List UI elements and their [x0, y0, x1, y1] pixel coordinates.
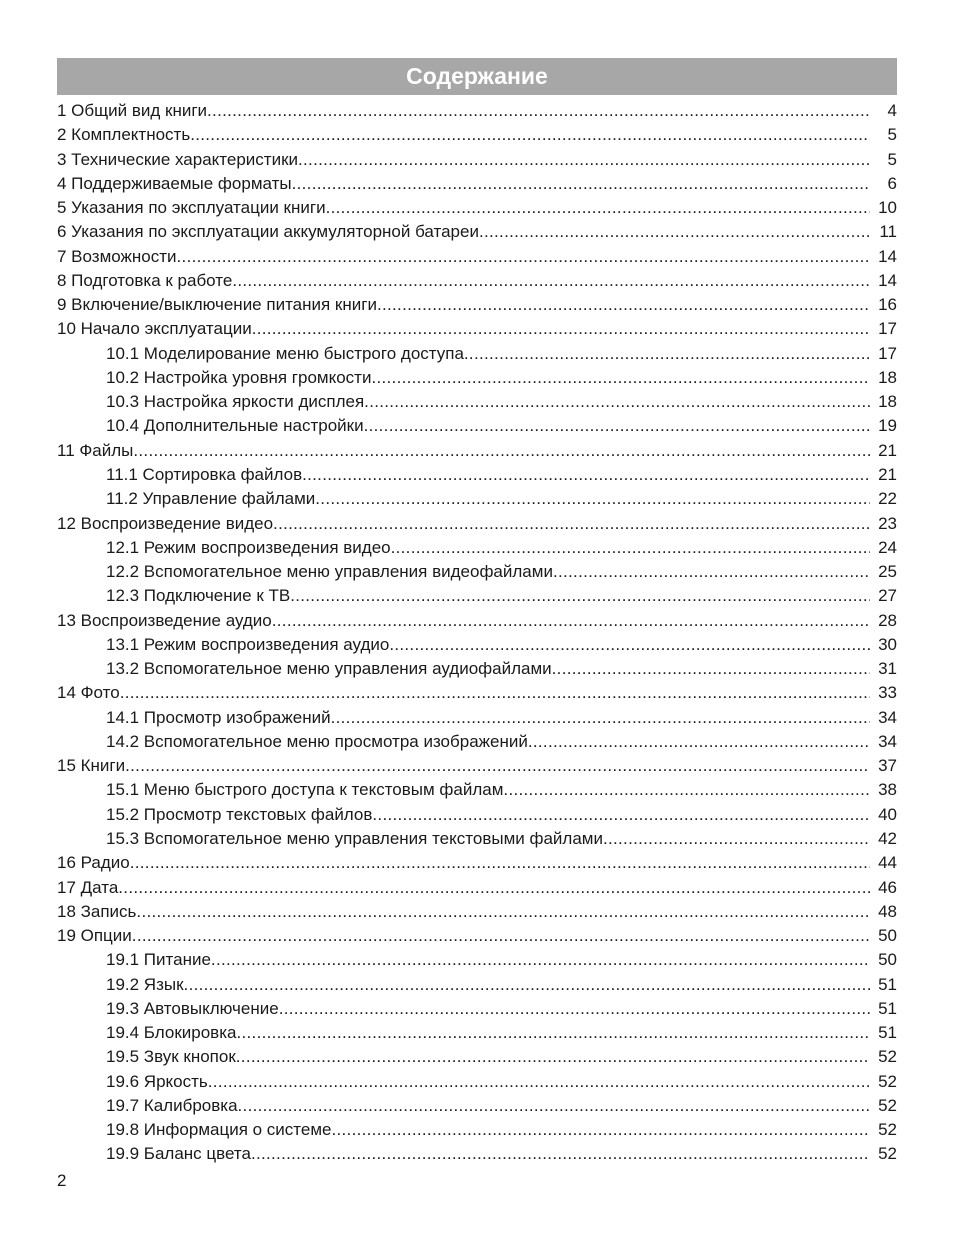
toc-entry[interactable] [57, 293, 897, 317]
toc-entry-title: 19.2 Язык ..... [106, 973, 184, 997]
toc-entry-page: 42 [870, 827, 897, 851]
toc-entry-page: 18 [870, 366, 897, 390]
toc-entry-page: 37 [870, 754, 897, 778]
toc-entry[interactable] [57, 560, 897, 584]
toc-entry-title: 12.3 Подключение к ТВ ..... [106, 584, 290, 608]
toc-entry-page: 4 [870, 99, 897, 123]
toc-entry[interactable] [57, 633, 897, 657]
toc-entry-title: 19.5 Звук кнопок ..... [106, 1045, 236, 1069]
toc-entry-page: 18 [870, 390, 897, 414]
toc-entry-title: 13.1 Режим воспроизведения аудио ..... [106, 633, 389, 657]
toc-entry-page: 11 [870, 220, 897, 244]
toc-entry-title: 15.3 Вспомогательное меню управления текстовыми файлами ..... [106, 827, 603, 851]
toc-entry[interactable] [57, 512, 897, 536]
toc-entry-page: 52 [870, 1142, 897, 1166]
toc-entry[interactable] [57, 876, 897, 900]
toc-entry[interactable] [57, 463, 897, 487]
toc-entry-title: 14.2 Вспомогательное меню просмотра изображений ..... [106, 730, 528, 754]
toc-entry-title: 6 Указания по эксплуатации аккумуляторной батареи ..... [57, 220, 479, 244]
toc-entry-page: 51 [870, 997, 897, 1021]
toc-entry[interactable] [57, 851, 897, 875]
toc-entry[interactable] [57, 1070, 897, 1094]
toc-entry-page: 21 [870, 463, 897, 487]
toc-entry-title: 19.4 Блокировка ..... [106, 1021, 236, 1045]
toc-entry-title: 13.2 Вспомогательное меню управления аудиофайлами ..... [106, 657, 552, 681]
toc-entry-page: 50 [870, 924, 897, 948]
toc-entry[interactable] [57, 657, 897, 681]
toc-entry-title: 16 Радио ..... [57, 851, 130, 875]
toc-entry[interactable] [57, 948, 897, 972]
toc-entry-title: 13 Воспроизведение аудио ..... [57, 609, 272, 633]
toc-entry-page: 22 [870, 487, 897, 511]
toc-entry-title: 10 Начало эксплуатации ..... [57, 317, 252, 341]
toc-entry-page: 5 [870, 123, 897, 147]
toc-entry-title: 11.1 Сортировка файлов ..... [106, 463, 302, 487]
toc-entry-title: 4 Поддерживаемые форматы ..... [57, 172, 292, 196]
toc-entry-title: 5 Указания по эксплуатации книги ..... [57, 196, 326, 220]
toc-entry-title: 14 Фото ..... [57, 681, 120, 705]
toc-entry[interactable] [57, 1142, 897, 1166]
toc-entry[interactable] [57, 997, 897, 1021]
toc-entry-page: 14 [870, 245, 897, 269]
toc-entry[interactable] [57, 414, 897, 438]
toc-entry-page: 34 [870, 706, 897, 730]
page-number: 2 [57, 1171, 67, 1190]
toc-entry[interactable] [57, 99, 897, 123]
toc-entry-page: 28 [870, 609, 897, 633]
toc-entry-page: 14 [870, 269, 897, 293]
toc-entry-title: 2 Комплектность ..... [57, 123, 190, 147]
toc-entry-page: 38 [870, 778, 897, 802]
toc-entry[interactable] [57, 148, 897, 172]
toc-entry-page: 17 [870, 317, 897, 341]
toc-entry-title: 17 Дата ..... [57, 876, 118, 900]
toc-entry[interactable] [57, 269, 897, 293]
toc-entry[interactable] [57, 536, 897, 560]
toc-entry-page: 34 [870, 730, 897, 754]
toc-entry[interactable] [57, 584, 897, 608]
toc-entry-title: 19.9 Баланс цвета ..... [106, 1142, 251, 1166]
toc-entry-page: 31 [870, 657, 897, 681]
toc-entry[interactable] [57, 366, 897, 390]
toc-entry-title: 19.7 Калибровка ..... [106, 1094, 238, 1118]
toc-entry-page: 23 [870, 512, 897, 536]
toc-entry-title: 19.6 Яркость ..... [106, 1070, 208, 1094]
toc-entry-page: 52 [870, 1045, 897, 1069]
toc-entry-page: 52 [870, 1070, 897, 1094]
toc-entry-page: 52 [870, 1118, 897, 1142]
table-of-contents [57, 99, 897, 1167]
toc-entry-page: 19 [870, 414, 897, 438]
toc-header [57, 58, 897, 95]
toc-entry[interactable] [57, 390, 897, 414]
toc-entry[interactable] [57, 439, 897, 463]
page-title: Содержание [406, 63, 548, 89]
toc-entry[interactable] [57, 245, 897, 269]
toc-entry-page: 46 [870, 876, 897, 900]
toc-entry-page: 21 [870, 439, 897, 463]
toc-entry[interactable] [57, 924, 897, 948]
toc-entry[interactable] [57, 1045, 897, 1069]
toc-entry-page: 52 [870, 1094, 897, 1118]
toc-entry-title: 11.2 Управление файлами ..... [106, 487, 315, 511]
toc-entry-page: 30 [870, 633, 897, 657]
toc-entry-title: 15.1 Меню быстрого доступа к текстовым файлам ..... [106, 778, 503, 802]
toc-entry-title: 19.8 Информация о системе ..... [106, 1118, 331, 1142]
toc-entry-page: 24 [870, 536, 897, 560]
toc-entry[interactable] [57, 220, 897, 244]
toc-entry-title: 10.3 Настройка яркости дисплея ..... [106, 390, 364, 414]
toc-entry-title: 10.4 Дополнительные настройки ..... [106, 414, 364, 438]
toc-entry[interactable] [57, 172, 897, 196]
toc-entry-page: 51 [870, 973, 897, 997]
toc-entry-page: 51 [870, 1021, 897, 1045]
toc-entry-title: 9 Включение/выключение питания книги ..... [57, 293, 377, 317]
toc-entry-title: 15 Книги ..... [57, 754, 125, 778]
toc-entry[interactable] [57, 1021, 897, 1045]
toc-entry-title: 7 Возможности ..... [57, 245, 177, 269]
toc-entry-page: 27 [870, 584, 897, 608]
toc-entry[interactable] [57, 1118, 897, 1142]
toc-entry[interactable] [57, 317, 897, 341]
toc-entry[interactable] [57, 754, 897, 778]
toc-entry[interactable] [57, 900, 897, 924]
toc-entry-title: 18 Запись ..... [57, 900, 136, 924]
toc-entry[interactable] [57, 342, 897, 366]
toc-entry[interactable] [57, 730, 897, 754]
toc-entry-page: 44 [870, 851, 897, 875]
toc-entry-title: 3 Технические характеристики ..... [57, 148, 298, 172]
toc-entry-title: 15.2 Просмотр текстовых файлов ..... [106, 803, 372, 827]
toc-entry-title: 19 Опции ..... [57, 924, 132, 948]
toc-entry[interactable] [57, 609, 897, 633]
toc-entry[interactable] [57, 706, 897, 730]
toc-entry-title: 14.1 Просмотр изображений ..... [106, 706, 331, 730]
toc-entry-page: 33 [870, 681, 897, 705]
toc-entry-title: 12.2 Вспомогательное меню управления видеофайлами ..... [106, 560, 553, 584]
toc-entry[interactable] [57, 778, 897, 802]
toc-entry-title: 11 Файлы ..... [57, 439, 133, 463]
toc-entry-page: 5 [870, 148, 897, 172]
toc-entry-page: 48 [870, 900, 897, 924]
toc-entry-title: 10.1 Моделирование меню быстрого доступа ..... [106, 342, 464, 366]
toc-entry-title: 10.2 Настройка уровня громкости ..... [106, 366, 371, 390]
toc-entry-title: 12 Воспроизведение видео ..... [57, 512, 273, 536]
toc-entry-page: 40 [870, 803, 897, 827]
toc-entry[interactable] [57, 803, 897, 827]
toc-entry-title: 19.1 Питание ..... [106, 948, 211, 972]
toc-entry[interactable] [57, 973, 897, 997]
toc-entry[interactable] [57, 196, 897, 220]
toc-entry-title: 19.3 Автовыключение ..... [106, 997, 279, 1021]
toc-entry[interactable] [57, 1094, 897, 1118]
toc-entry[interactable] [57, 123, 897, 147]
toc-entry-page: 17 [870, 342, 897, 366]
toc-entry[interactable] [57, 487, 897, 511]
toc-entry-title: 1 Общий вид книги ..... [57, 99, 207, 123]
toc-entry-title: 12.1 Режим воспроизведения видео ..... [106, 536, 391, 560]
toc-entry-page: 16 [870, 293, 897, 317]
toc-entry-page: 6 [870, 172, 897, 196]
toc-entry-page: 50 [870, 948, 897, 972]
toc-entry-title: 8 Подготовка к работе ..... [57, 269, 232, 293]
toc-entry-page: 25 [870, 560, 897, 584]
toc-entry[interactable] [57, 681, 897, 705]
toc-entry[interactable] [57, 827, 897, 851]
toc-entry-page: 10 [870, 196, 897, 220]
